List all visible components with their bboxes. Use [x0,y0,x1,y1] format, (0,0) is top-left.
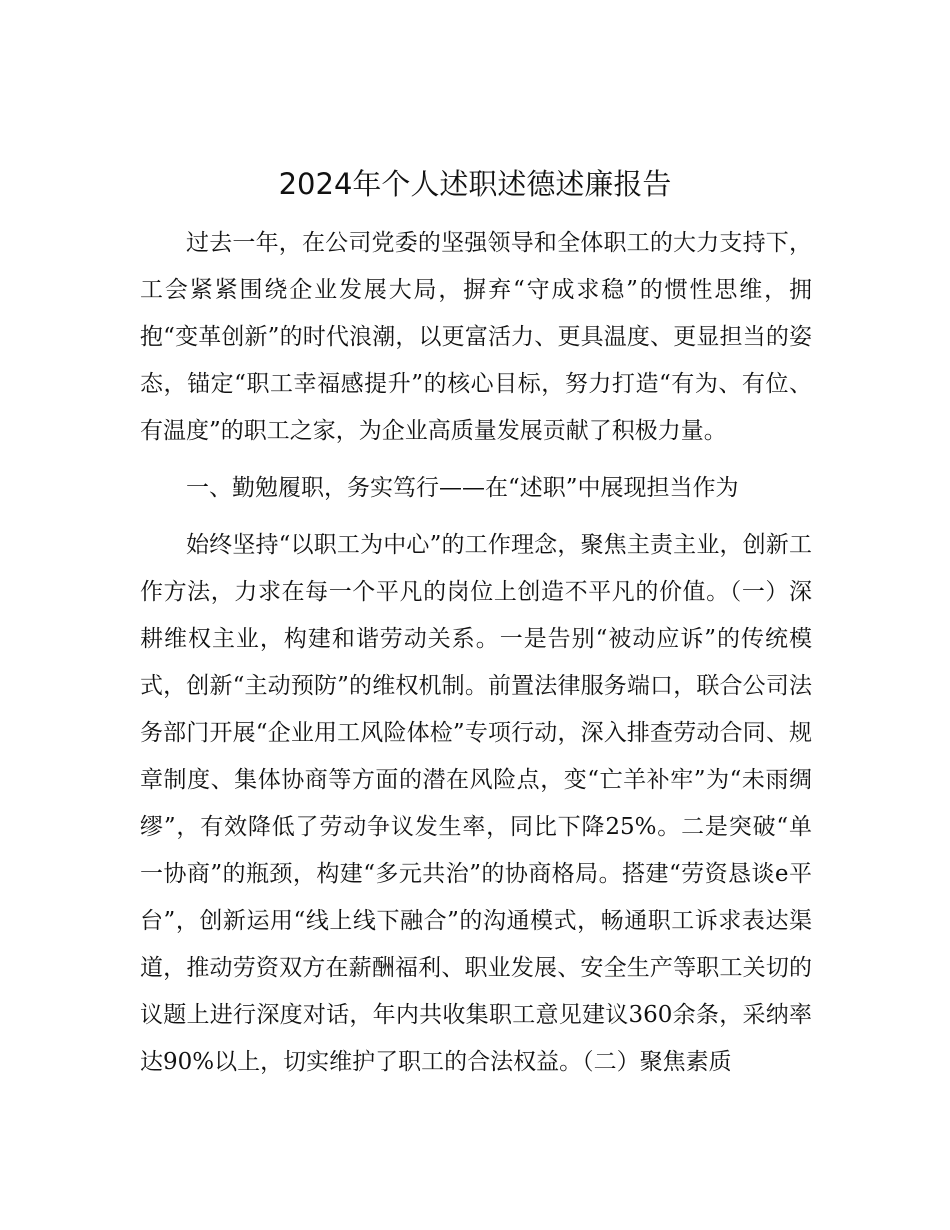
section-heading: 一、勤勉履职，务实笃行——在“述职”中展现担当作为 [186,475,739,501]
body-paragraph: 始终坚持“以职工为中心”的工作理念，聚焦主责主业，创新工作方法，力求在每一个平凡的岗位上创造不平凡的价值。（一）深耕维权主业，构建和谐劳动关系。一是告别“被动应诉”的传统模式，创新“主动预防”的维权机制。前置法律服务端口，联合公司法务部门开展“企业用工风险体检”专项行动，深入排查劳动合同、规章制度、集体协商等方面的潜在风险点，变“亡羊补牢”为“未雨绸缪”，有效降低了劳动争议发生率，同比下降25%。二是突破“单一协商”的瓶颈，构建“多元共治”的协商格局。搭建“劳资恳谈e平台”，创新运用“线上线下融合”的沟通模式，畅通职工诉求表达渠道，推动劳资双方在薪酬福利、职业发展、安全生产等职工关切的议题上进行深度对话，年内共收集职工意见建议360余条，采纳率达90%以上，切实维护了职工的合法权益。（二）聚焦素质 [140,532,812,1075]
document-body [140,220,812,1086]
document-title: 2024年个人述职述德述廉报告 [278,167,672,201]
intro-paragraph: 过去一年，在公司党委的坚强领导和全体职工的大力支持下，工会紧紧围绕企业发展大局，摒弃“守成求稳”的惯性思维，拥抱“变革创新”的时代浪潮，以更富活力、更具温度、更显担当的姿态，锚定“职工幸福感提升”的核心目标，努力打造“有为、有位、有温度”的职工之家，为企业高质量发展贡献了积极力量。 [140,230,812,444]
